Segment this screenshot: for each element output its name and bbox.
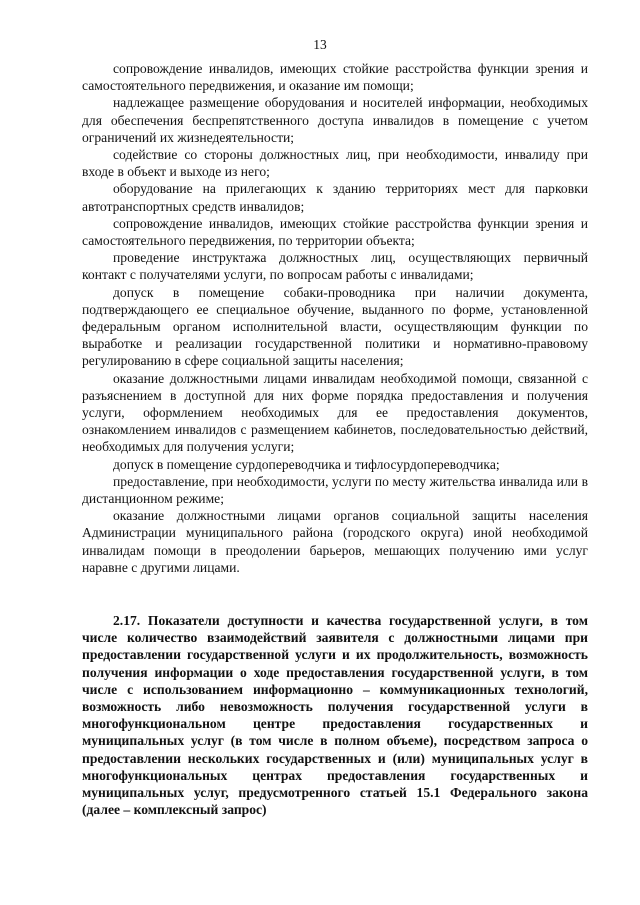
paragraph-parking-spaces: оборудование на прилегающих к зданию территориях мест для парковки автотранспортных средств инвалидов; [82,181,588,214]
page-number: 13 [313,37,327,52]
section-heading: 2.17. Показатели доступности и качества государственной услуги, в том числе количество взаимодействий заявителя с должностными лицами при предоставлении государственной услуги и их продолжительность, возможность получения информации о ходе предоставления государственной услуги, в том числе с использованием информационно – коммуникационных технологий, возможность либо невозможность получения государственной услуги в многофункциональном центре предоставления государственных и муниципальных услуг (в том числе в полном объеме), посредством запроса о предоставлении нескольких государственных и (или) муниципальных услуг в многофункциональных центрах предоставления государственных и муниципальных услуг, предусмотренного статьей 15.1 Федерального закона (далее – комплексный запрос) [82,613,588,818]
paragraph-escort-visually-impaired: сопровождение инвалидов, имеющих стойкие расстройства функции зрения и самостоятельного передвижения, и оказание им помощи; [82,61,588,94]
paragraph-sign-interpreter-admission: допуск в помещение сурдопереводчика и тифлосурдопереводчика; [113,456,500,472]
section-2-17 [82,612,588,818]
paragraph-escort-territory: сопровождение инвалидов, имеющих стойкие расстройства функции зрения и самостоятельного передвижения, по территории объекта; [82,215,588,249]
paragraph-staff-briefing: проведение инструктажа должностных лиц, осуществляющих первичный контакт с получателями услуги, по вопросам работы с инвалидами; [82,250,588,283]
paragraph-equipment-placement: надлежащее размещение оборудования и носителей информации, необходимых для обеспечения беспрепятственного доступа инвалидов в помещение с учетом ограничений их жизнедеятельности; [82,95,588,145]
paragraph-staff-assistance-entry: содействие со стороны должностных лиц, при необходимости, инвалиду при входе в объект и выходе из него; [82,147,588,180]
body-text [82,60,588,576]
paragraph-staff-help-explanation: оказание должностными лицами инвалидам необходимой помощи, связанной с разъяснением в доступной для них форме порядка предоставления и получения услуги, оформлением необходимых для ее предоставления документов, ознакомлением инвалидов с размещением кабинетов, последовательностью действий, необходимых для получения услуги; [82,370,588,455]
paragraph-other-assistance: оказание должностными лицами органов социальной защиты населения Администрации муниципального района (городского округа) иной необходимой инвалидам помощи в преодолении барьеров, мешающих получению ими услуг наравне с другими лицами. [82,508,588,575]
paragraph-remote-service: предоставление, при необходимости, услуги по месту жительства инвалида или в дистанционном режиме; [82,473,588,507]
paragraph-guide-dog-admission: допуск в помещение собаки-проводника при наличии документа, подтверждающего ее специальное обучение, выданного по форме, установленной федеральным органом исполнительной власти, осуществляющим функции по выработке и реализации государственной политики и нормативно-правовому регулированию в сфере социальной защиты населения; [82,284,588,369]
